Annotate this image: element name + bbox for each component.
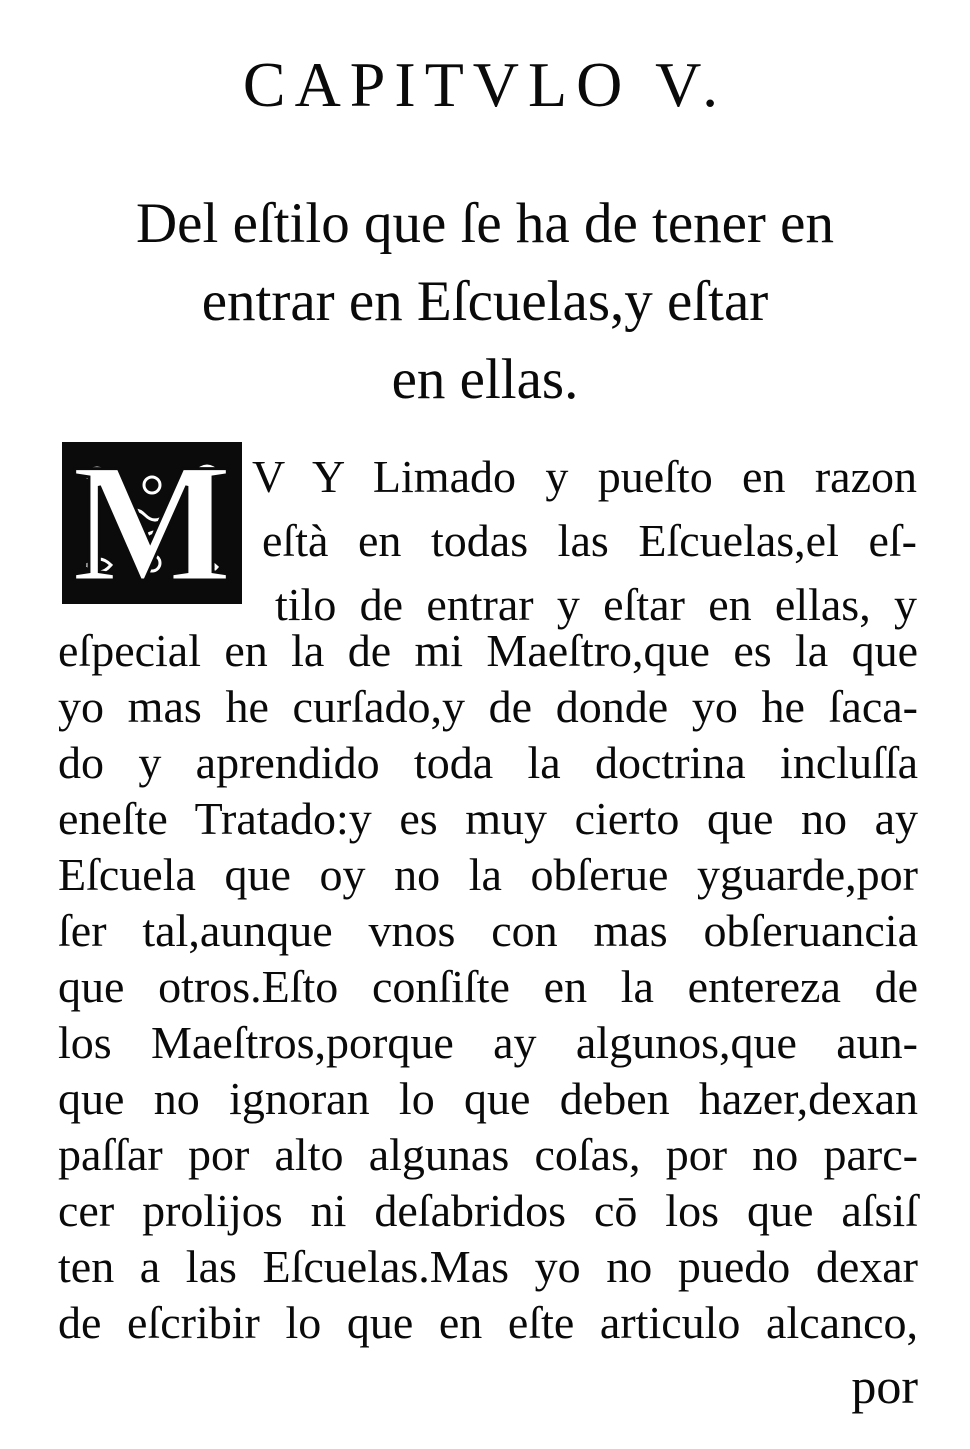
body-line: eneſte Tratado:y es muy cierto que no ay — [58, 793, 918, 844]
body-line: que no ignoran lo que deben hazer,dexan — [58, 1073, 918, 1124]
catchword: por — [851, 1358, 918, 1414]
body-line: de eſcribir lo que en eſte articulo alcanco, — [58, 1297, 918, 1348]
body-line: los Maeſtros,porque ay algunos,que aun- — [58, 1017, 918, 1068]
body-line: yo mas he curſado,y de donde yo he ſaca- — [58, 681, 918, 732]
drop-cap-letter: M — [71, 442, 233, 604]
body-line: que otros.Eſto conſiſte en la entereza de — [58, 961, 918, 1012]
body-line: ten a las Eſcuelas.Mas yo no puedo dexar — [58, 1241, 918, 1292]
chapter-subtitle — [80, 185, 890, 419]
body-line: paſſar por alto algunas coſas, por no parc- — [58, 1129, 918, 1180]
body-line: Eſcuela que oy no la obſerue yguarde,por — [58, 849, 918, 900]
decorated-initial — [62, 442, 242, 604]
body-line: ſer tal,aunque vnos con mas obſeruancia — [58, 905, 918, 956]
body-line: eſtà en todas las Eſcuelas,el eſ- — [262, 515, 917, 566]
body-line: eſpecial en la de mi Maeſtro,que es la que — [58, 625, 918, 676]
subtitle-line: en ellas. — [391, 348, 579, 411]
chapter-title: CAPITVLO V. — [242, 49, 728, 120]
body-line: do y aprendido toda la doctrina incluſſa — [58, 737, 918, 788]
subtitle-line: entrar en Eſcuelas,y eſtar — [201, 270, 769, 333]
subtitle-line: Del eſtilo que ſe ha de tener en — [136, 192, 834, 255]
body-line: tilo de entrar y eſtar en ellas, y — [275, 579, 917, 630]
body-line: cer prolijos ni deſabridos cō los que aſsiſ — [58, 1185, 918, 1236]
body-line: V Y Limado y pueſto en razon — [252, 451, 917, 502]
